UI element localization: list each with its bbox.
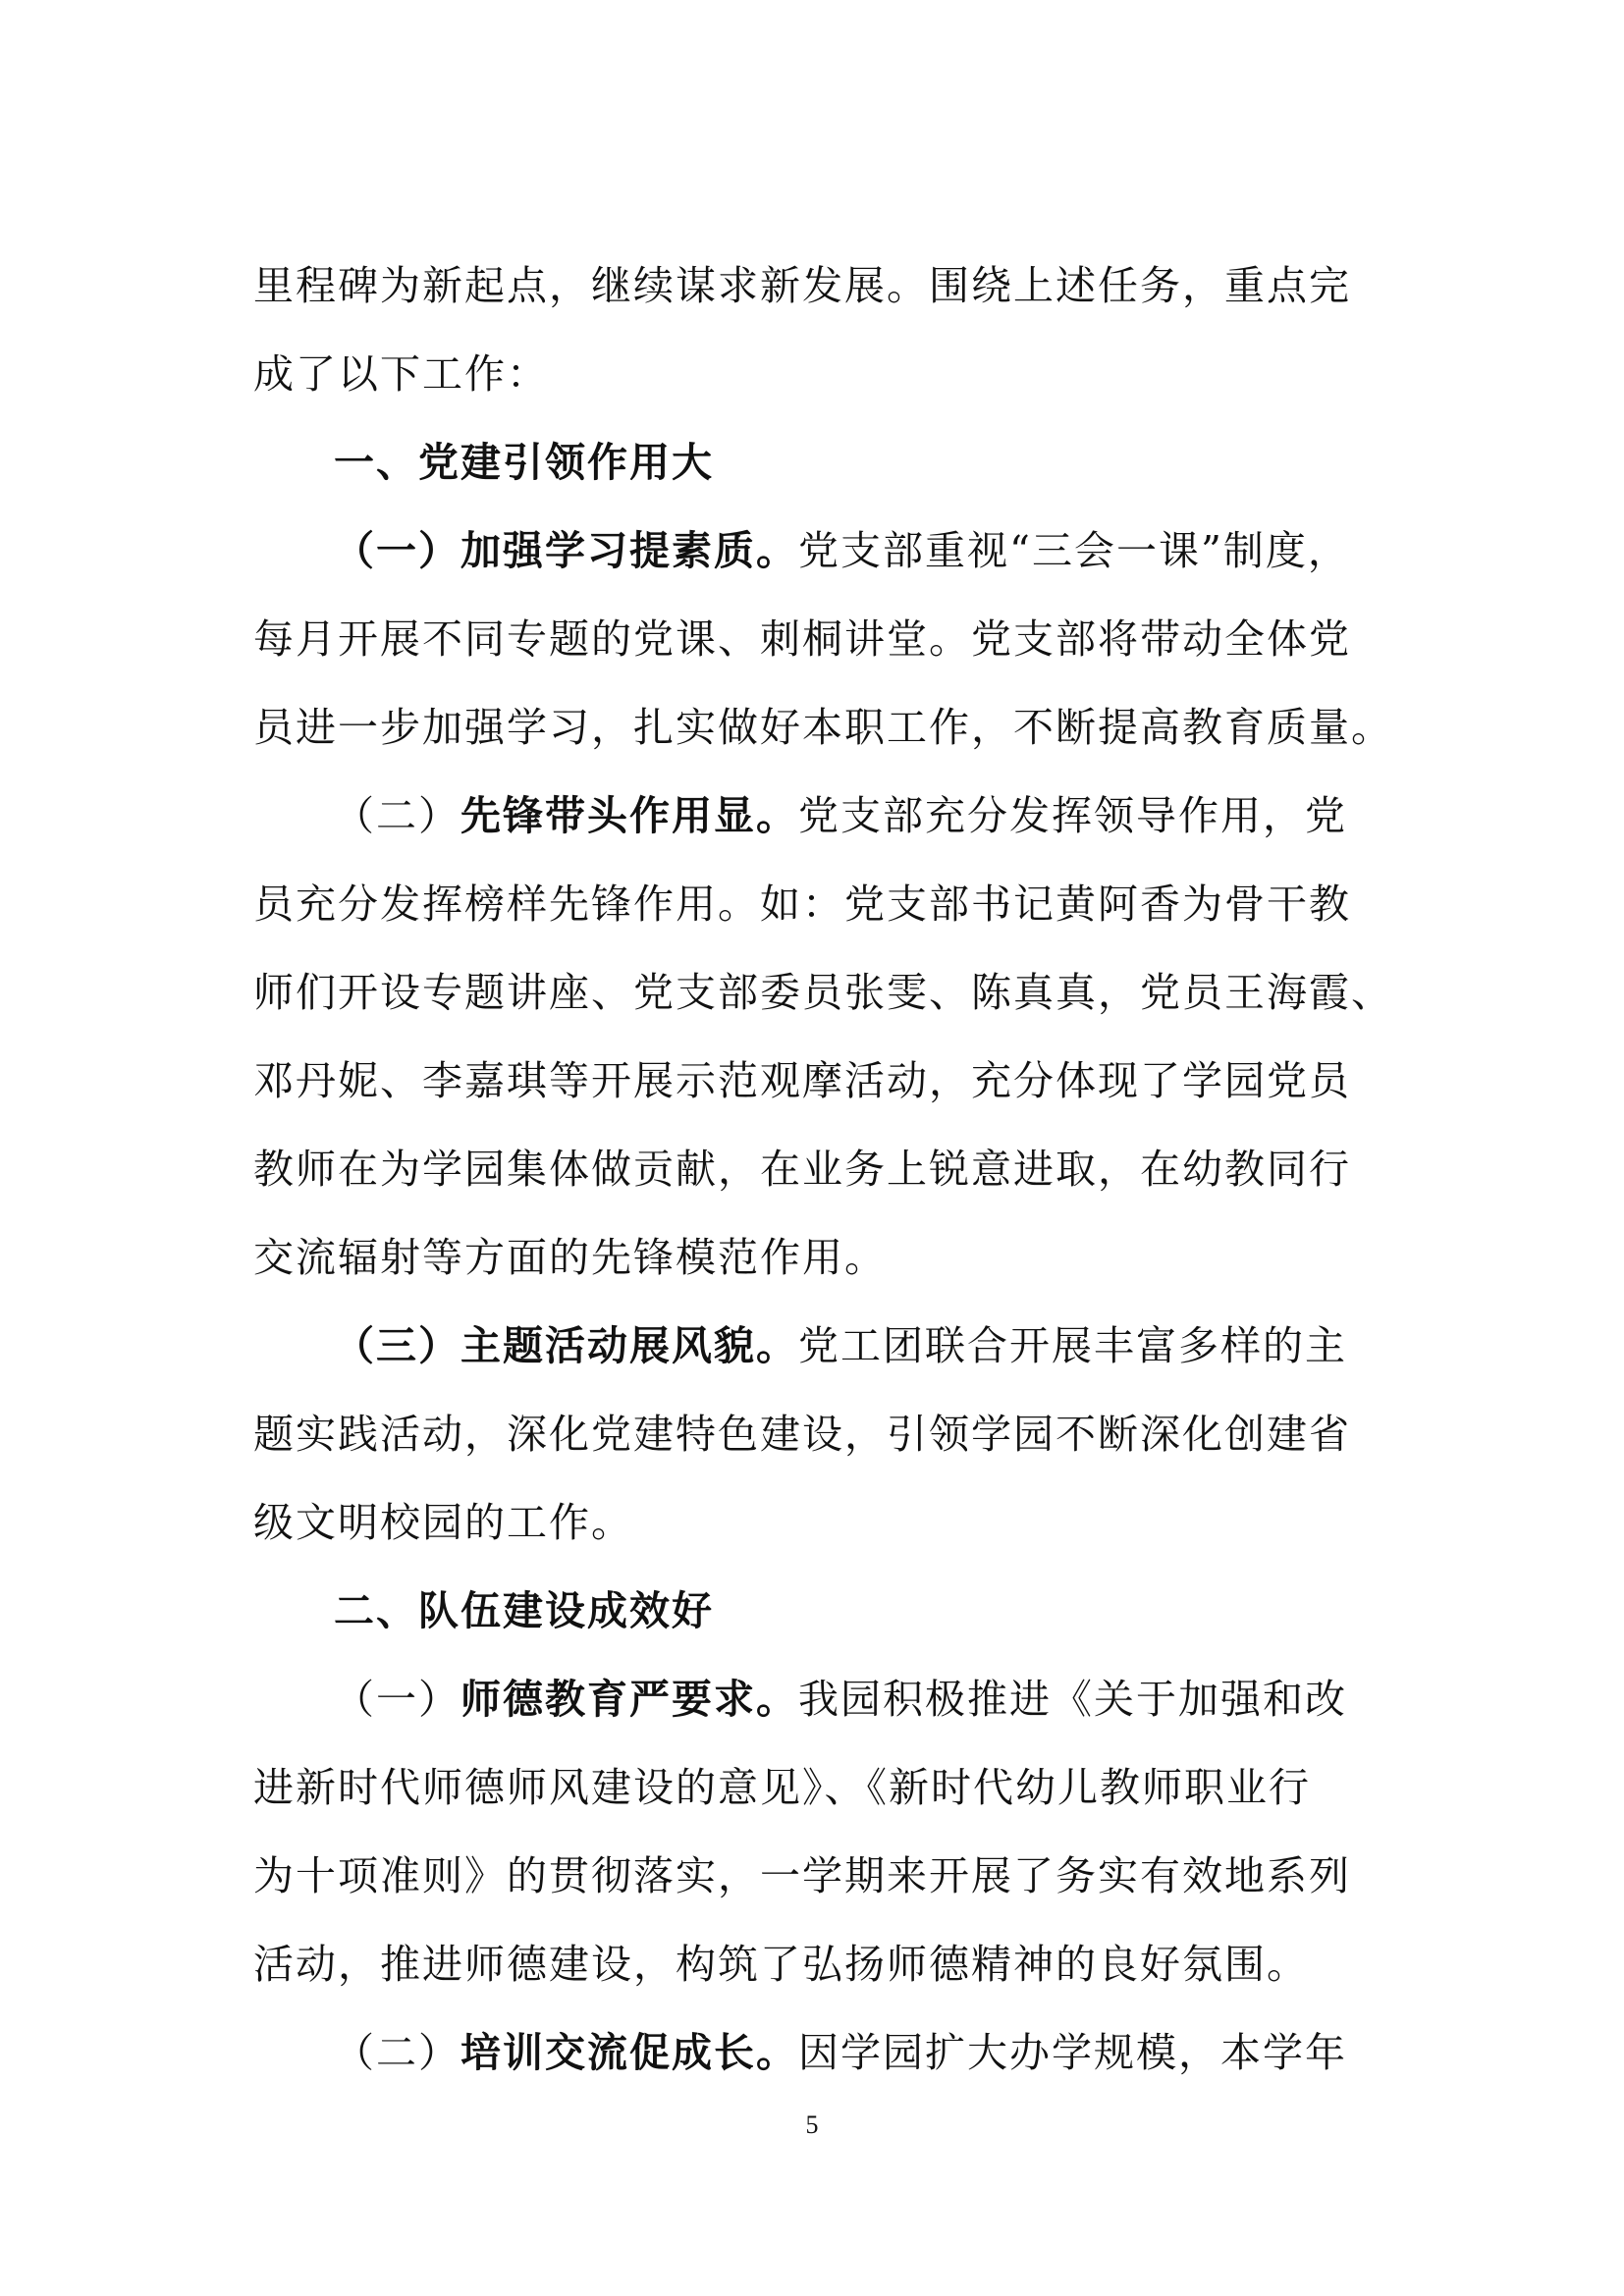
text-line: 员进一步加强学习，扎实做好本职工作，不断提高教育质量。 (253, 704, 1393, 751)
paragraph-2-2-start (253, 2008, 1382, 2097)
paragraph-1-2-prefix: （二） (334, 792, 460, 839)
paragraph-2-2-prefix: （二） (334, 2029, 460, 2076)
text-line: 为十项准则》的贯彻落实，一学期来开展了务实有效地系列 (253, 1852, 1351, 1899)
text-line: 题实践活动，深化党建特色建设，引领学园不断深化创建省 (253, 1411, 1351, 1458)
text-line: 里程碑为新起点，继续谋求新发展。围绕上述任务，重点完 (253, 262, 1351, 309)
text-line: 级文明校园的工作。 (253, 1499, 633, 1546)
paragraph-1-3-start (253, 1302, 1382, 1390)
text-line: 师们开设专题讲座、党支部委员张雯、陈真真，党员王海霞、 (253, 969, 1393, 1016)
text-line: 成了以下工作： (253, 350, 549, 398)
paragraph-2-1-title: 师德教育严要求。 (460, 1676, 798, 1723)
text-line: 员充分发挥榜样先锋作用。如：党支部书记黄阿香为骨干教 (253, 881, 1351, 928)
paragraph-1-1-text: 党支部重视“三会一课”制度， (798, 527, 1350, 574)
text-line: 教师在为学园集体做贡献，在业务上锐意进取，在幼教同行 (253, 1146, 1351, 1193)
paragraph-1-3-title: （三）主题活动展风貌。 (334, 1322, 798, 1369)
paragraph-1-2-title: 先锋带头作用显。 (460, 792, 798, 839)
paragraph-2-1-prefix: （一） (334, 1676, 460, 1723)
text-line: 每月开展不同专题的党课、刺桐讲堂。党支部将带动全体党 (253, 615, 1351, 663)
paragraph-2-2-text: 因学园扩大办学规模，本学年 (798, 2029, 1347, 2076)
paragraph-2-1-start (253, 1655, 1382, 1743)
text-line: 邓丹妮、李嘉琪等开展示范观摩活动，充分体现了学园党员 (253, 1057, 1351, 1104)
text-line: 交流辐射等方面的先锋模范作用。 (253, 1234, 887, 1281)
page-number: 5 (805, 2110, 819, 2139)
text-line: 进新时代师德师风建设的意见》、《新时代幼儿教师职业行 (253, 1764, 1311, 1811)
paragraph-1-1-start (253, 507, 1382, 595)
paragraph-2-1-text: 我园积极推进《关于加强和改 (798, 1676, 1347, 1723)
paragraph-1-2-text: 党支部充分发挥领导作用，党 (798, 792, 1347, 839)
paragraph-1-3-text: 党工团联合开展丰富多样的主 (798, 1322, 1347, 1369)
paragraph-2-2-title: 培训交流促成长。 (460, 2029, 798, 2076)
paragraph-1-1-title: （一）加强学习提素质。 (334, 527, 798, 574)
section-heading-2: 二、队伍建设成效好 (334, 1587, 714, 1634)
document-body (253, 241, 1393, 2097)
text-line: 活动，推进师德建设，构筑了弘扬师德精神的良好氛围。 (253, 1941, 1309, 1988)
paragraph-1-2-start (253, 772, 1382, 860)
section-heading-1: 一、党建引领作用大 (334, 439, 714, 486)
